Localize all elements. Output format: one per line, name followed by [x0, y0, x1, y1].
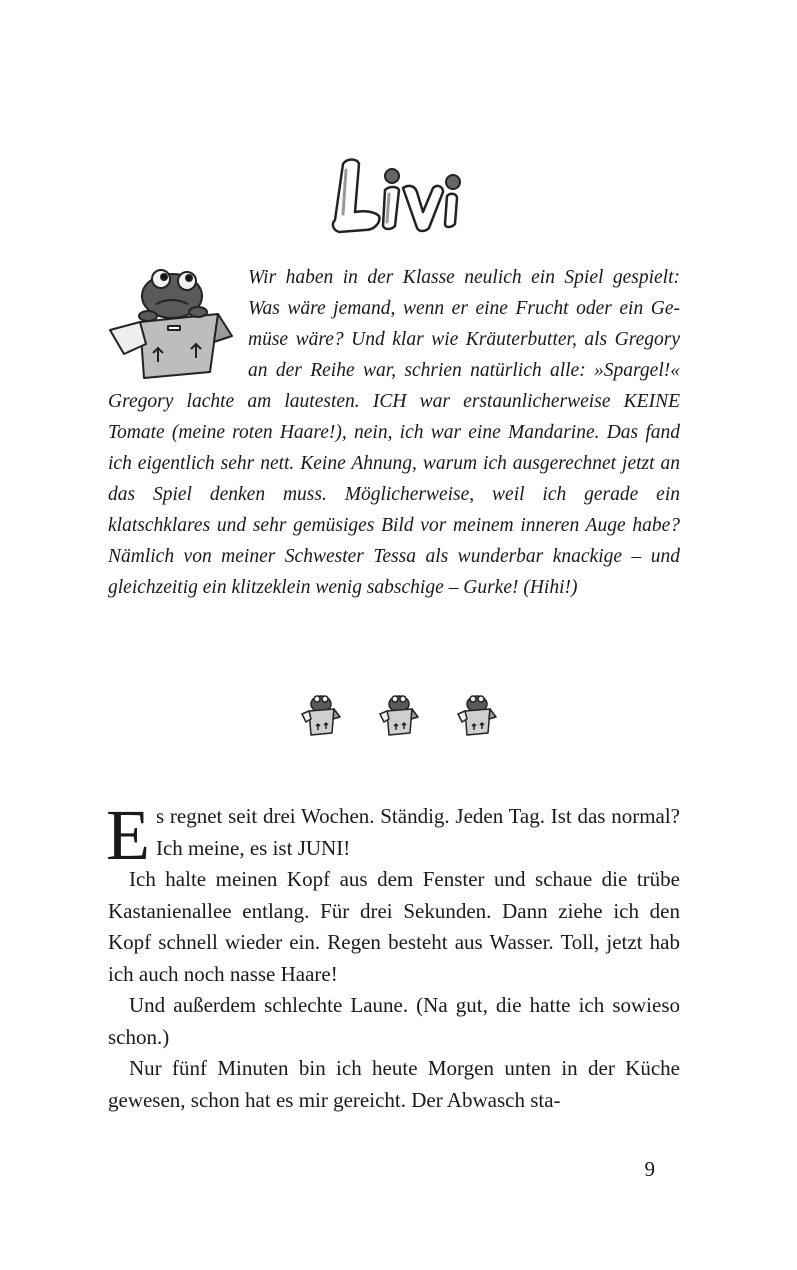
- scene-divider: [0, 693, 797, 737]
- body-paragraph: Nur fünf Minuten bin ich heute Morgen unten in der Küche gewesen, schon hat es mir gereicht. Der Abwasch sta-: [108, 1056, 680, 1112]
- livi-logo: [325, 150, 465, 242]
- body-text: [106, 795, 680, 1116]
- intro-text: Wir haben in der Klasse neulich ein Spiel gespielt: Was wäre jemand, wenn er eine Frucht oder ein Gemüse wäre? Und klar wie Kräuterbutter, als Gregory an der Reihe war, schrien natürlich alle: »Spargel!« Gregory lachte am lautesten. ICH war erstaunlicherweise KEINE Tomate (meine roten Haare!), nein, ich war eine Mandarine. Das fand ich eigentlich sehr nett. Keine Ahnung, warum ich ausgerechnet jetzt an das Spiel denken muss. Möglicherweise, weil ich gerade ein klatschklares und sehr gemüsiges Bild vor meinem inneren Auge habe? Nämlich von meiner Schwester Tessa als wunderbar knackige – und gleichzeitig ein klitzeklein wenig sabschige – Gurke! (Hihi!): [108, 267, 680, 598]
- body-paragraph-text: s regnet seit drei Wochen. Ständig. Jeden Tag. Ist das normal? Ich meine, es ist JUNI!: [155, 804, 680, 860]
- frog-in-box-icon: [457, 693, 497, 737]
- intro-paragraph: [108, 262, 680, 603]
- drop-cap: E: [106, 795, 150, 875]
- page-number: 9: [644, 1157, 655, 1181]
- body-paragraph: Und außerdem schlechte Laune. (Na gut, die hatte ich sowieso schon.): [108, 993, 680, 1049]
- frog-in-box-icon: [379, 693, 419, 737]
- frog-in-box-icon: [301, 693, 341, 737]
- body-paragraph: Ich halte meinen Kopf aus dem Fenster und schaue die trübe Kastanienallee entlang. Für drei Sekunden. Dann ziehe ich den Kopf schnell wieder ein. Regen besteht aus Wasser. Toll, jetzt hab ich auch noch nasse Haare!: [108, 867, 680, 986]
- body-paragraph: [106, 795, 680, 875]
